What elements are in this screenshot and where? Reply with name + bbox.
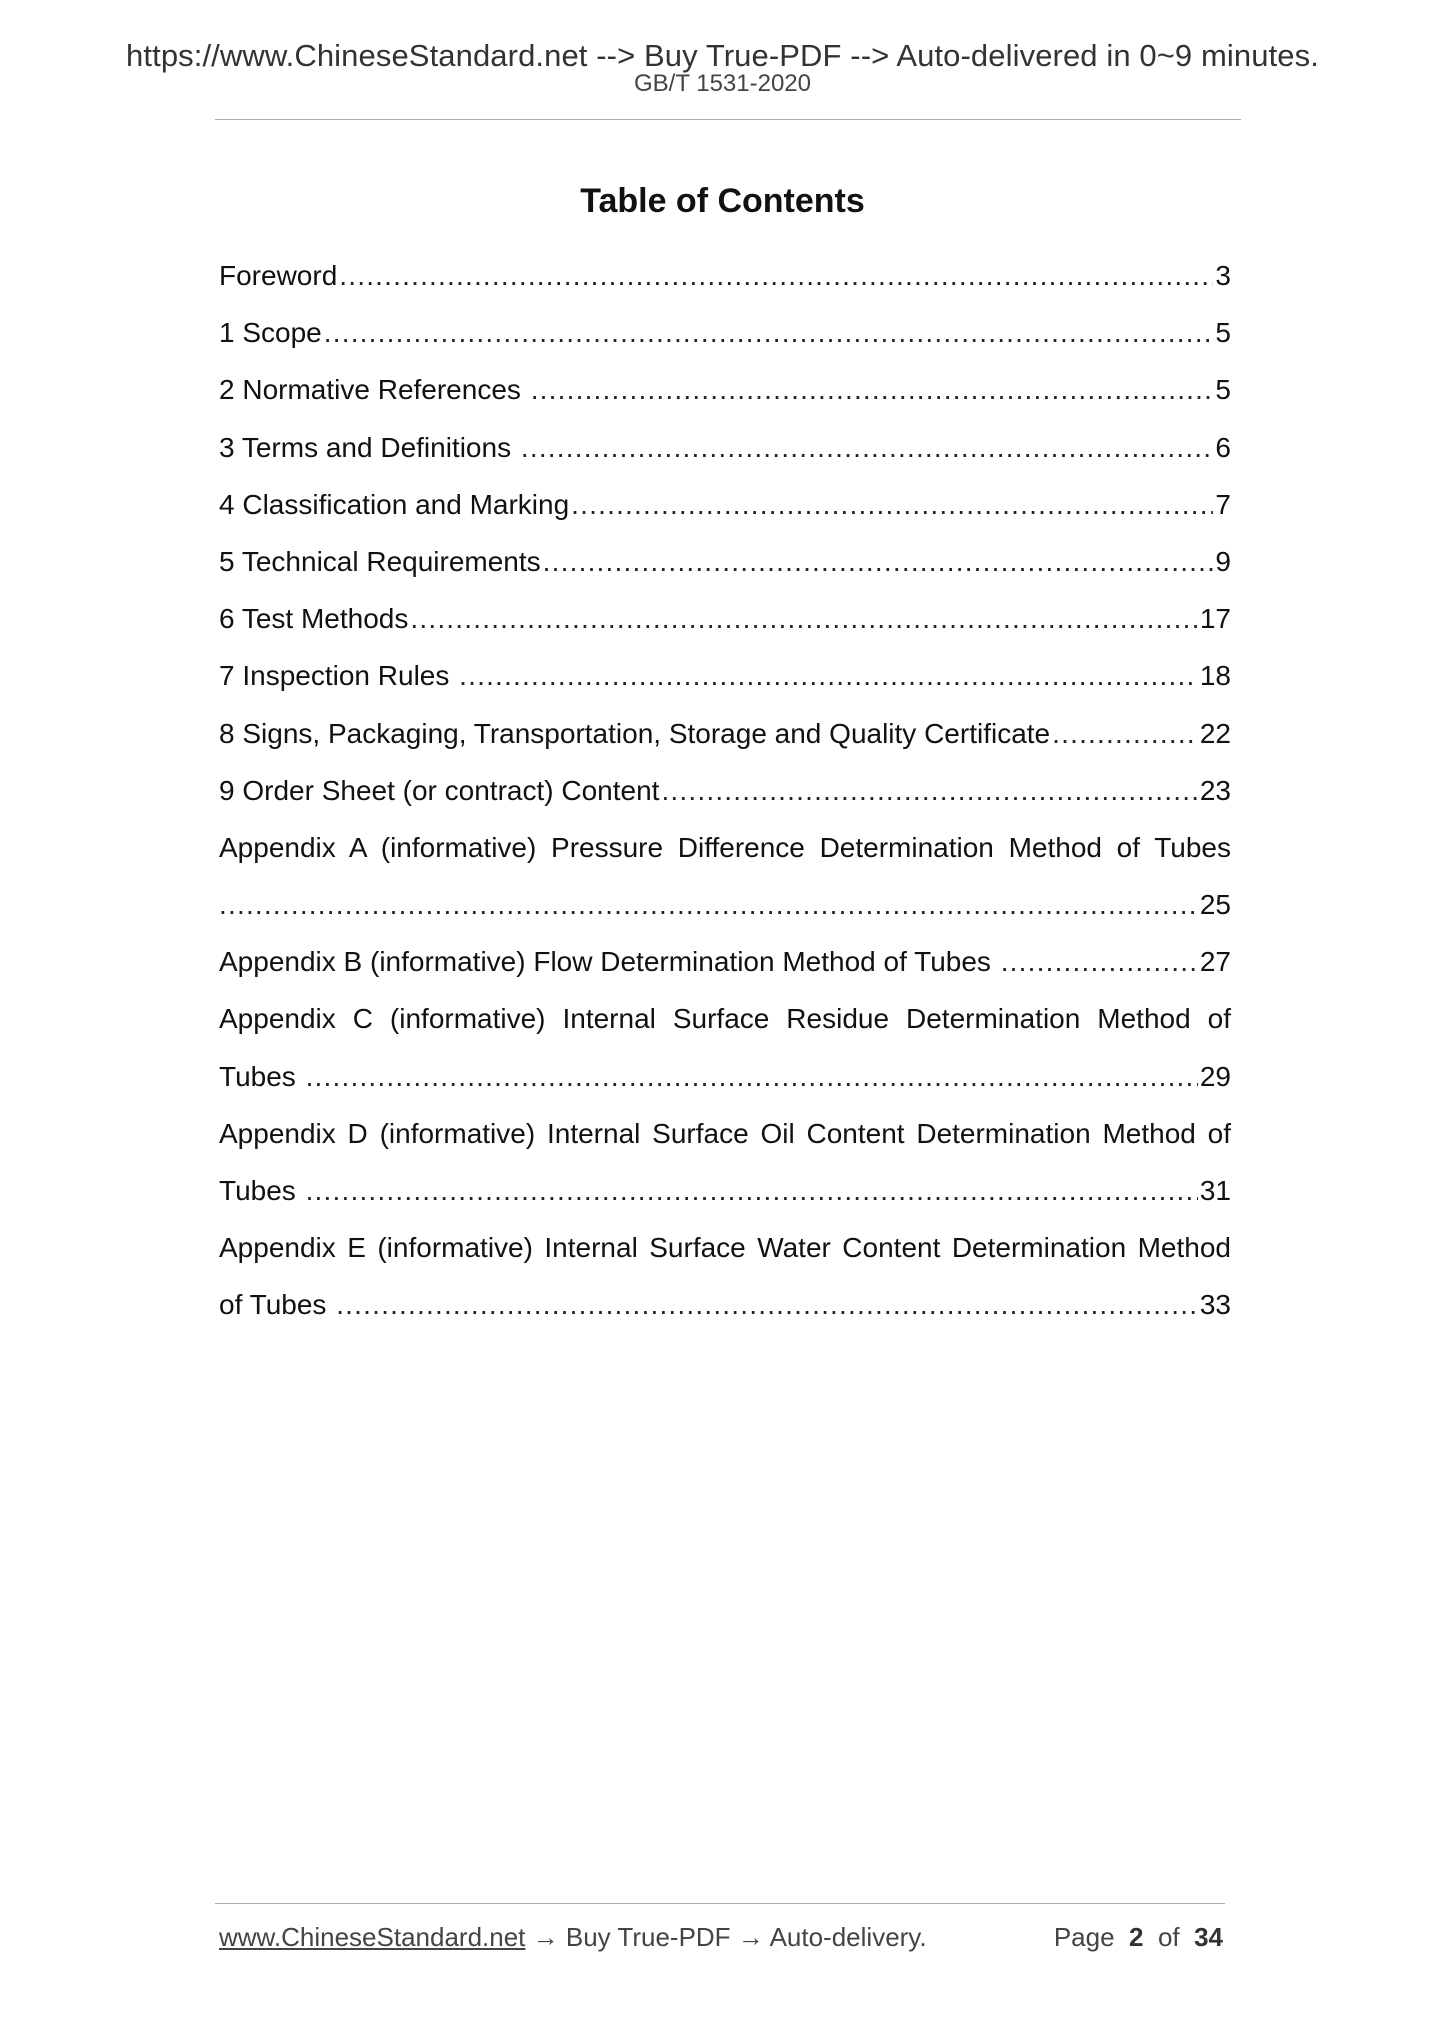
toc-page-number: 6 bbox=[1215, 431, 1231, 463]
toc-entry-appendix-d[interactable] bbox=[219, 1105, 1231, 1219]
toc-leader bbox=[531, 361, 1214, 418]
toc-page-number: 9 bbox=[1215, 545, 1231, 577]
toc-page-number: 7 bbox=[1215, 488, 1231, 520]
toc-entry-title: 3 Terms and Definitions bbox=[219, 431, 519, 463]
toc-leader bbox=[306, 1162, 1198, 1219]
toc-entry-title: Foreword bbox=[219, 260, 338, 291]
footer-tagline: → Buy True-PDF → Auto-delivery. bbox=[525, 1922, 927, 1952]
toc-entry-order-sheet[interactable] bbox=[219, 762, 1231, 819]
toc-page-number: 31 bbox=[1199, 1175, 1231, 1206]
toc-leader bbox=[521, 419, 1214, 476]
toc-entry-title-continued: Tubes bbox=[219, 1060, 304, 1092]
toc-leader bbox=[661, 762, 1197, 819]
toc-page-number: 33 bbox=[1199, 1289, 1231, 1321]
toc-title: Table of Contents bbox=[580, 182, 865, 220]
toc-page-number: 25 bbox=[1199, 889, 1231, 921]
toc-entry-title: 8 Signs, Packaging, Transportation, Storage and Quality Certificate bbox=[219, 717, 1051, 749]
toc-leader bbox=[459, 647, 1198, 704]
toc-leader bbox=[336, 1276, 1198, 1333]
toc-page-number: 18 bbox=[1199, 660, 1231, 692]
page-of: of bbox=[1157, 1922, 1180, 1952]
toc-entry-technical-requirements[interactable] bbox=[219, 533, 1231, 590]
toc-entry-test-methods[interactable] bbox=[219, 590, 1231, 647]
toc-entry-title: Appendix A (informative) Pressure Difference Determination Method of Tubes bbox=[219, 831, 1231, 863]
toc-page-number: 27 bbox=[1199, 946, 1231, 978]
toc-leader bbox=[543, 533, 1214, 590]
toc-leader bbox=[410, 590, 1197, 647]
toc-leader bbox=[324, 304, 1214, 361]
toc-entry-title: 2 Normative References bbox=[219, 374, 529, 406]
toc-entry-scope[interactable] bbox=[219, 304, 1231, 361]
toc-page-number: 5 bbox=[1215, 317, 1231, 349]
toc-entry-title: 7 Inspection Rules bbox=[219, 660, 458, 692]
toc-leader bbox=[1052, 705, 1198, 762]
toc-page-number: 23 bbox=[1199, 774, 1231, 806]
toc-entry-appendix-c[interactable] bbox=[219, 990, 1231, 1104]
toc-entry-foreword[interactable] bbox=[219, 247, 1231, 304]
toc-leader bbox=[306, 1048, 1198, 1105]
footer-divider bbox=[215, 1903, 1225, 1904]
toc-leader bbox=[1001, 933, 1198, 990]
toc-entry-title: 1 Scope bbox=[219, 317, 322, 349]
toc-entry-title: Appendix D (informative) Internal Surface Oil Content Determination Method of bbox=[219, 1117, 1231, 1149]
toc-entry-inspection-rules[interactable] bbox=[219, 647, 1231, 704]
toc-entry-title-continued: of Tubes bbox=[219, 1289, 335, 1321]
toc-page-number: 22 bbox=[1199, 717, 1231, 749]
toc-leader bbox=[219, 876, 1198, 933]
toc-list bbox=[219, 247, 1231, 1334]
top-banner: https://www.ChineseStandard.net --> Buy True-PDF --> Auto-delivered in 0~9 minutes. bbox=[126, 38, 1319, 73]
toc-page-number: 5 bbox=[1215, 374, 1231, 406]
toc-entry-title: 4 Classification and Marking bbox=[219, 488, 570, 520]
toc-entry-title: Appendix E (informative) Internal Surface Water Content Determination Method bbox=[219, 1232, 1231, 1264]
toc-entry-normative-references[interactable] bbox=[219, 361, 1231, 418]
toc-entry-title-continued: Tubes bbox=[219, 1175, 304, 1206]
page-indicator bbox=[1054, 1922, 1223, 1953]
toc-page-number: 3 bbox=[1215, 260, 1231, 291]
toc-entry-classification-marking[interactable] bbox=[219, 476, 1231, 533]
toc-entry-title: 6 Test Methods bbox=[219, 603, 409, 635]
toc-entry-title: Appendix C (informative) Internal Surface Residue Determination Method of bbox=[219, 1003, 1231, 1035]
toc-page-number: 29 bbox=[1199, 1060, 1231, 1092]
footer-site-link[interactable]: www.ChineseStandard.net bbox=[219, 1922, 526, 1952]
document-code: GB/T 1531-2020 bbox=[633, 70, 811, 97]
toc-entry-title: 5 Technical Requirements bbox=[219, 545, 541, 577]
toc-entry-title: 9 Order Sheet (or contract) Content bbox=[219, 774, 660, 806]
toc-leader bbox=[339, 247, 1213, 304]
toc-entry-title: Appendix B (informative) Flow Determination Method of Tubes bbox=[219, 946, 999, 978]
header-divider bbox=[215, 119, 1241, 120]
toc-entry-signs-packaging[interactable] bbox=[219, 705, 1231, 762]
page-footer bbox=[219, 1922, 1223, 1953]
page-total: 34 bbox=[1194, 1922, 1223, 1952]
toc-entry-appendix-e[interactable] bbox=[219, 1219, 1231, 1333]
toc-entry-appendix-a[interactable] bbox=[219, 819, 1231, 933]
toc-page-number: 17 bbox=[1199, 603, 1231, 635]
page-current: 2 bbox=[1129, 1922, 1144, 1952]
toc-entry-appendix-b[interactable] bbox=[219, 933, 1231, 990]
toc-leader bbox=[571, 476, 1213, 533]
page-label: Page bbox=[1053, 1922, 1115, 1952]
toc-entry-terms-definitions[interactable] bbox=[219, 419, 1231, 476]
